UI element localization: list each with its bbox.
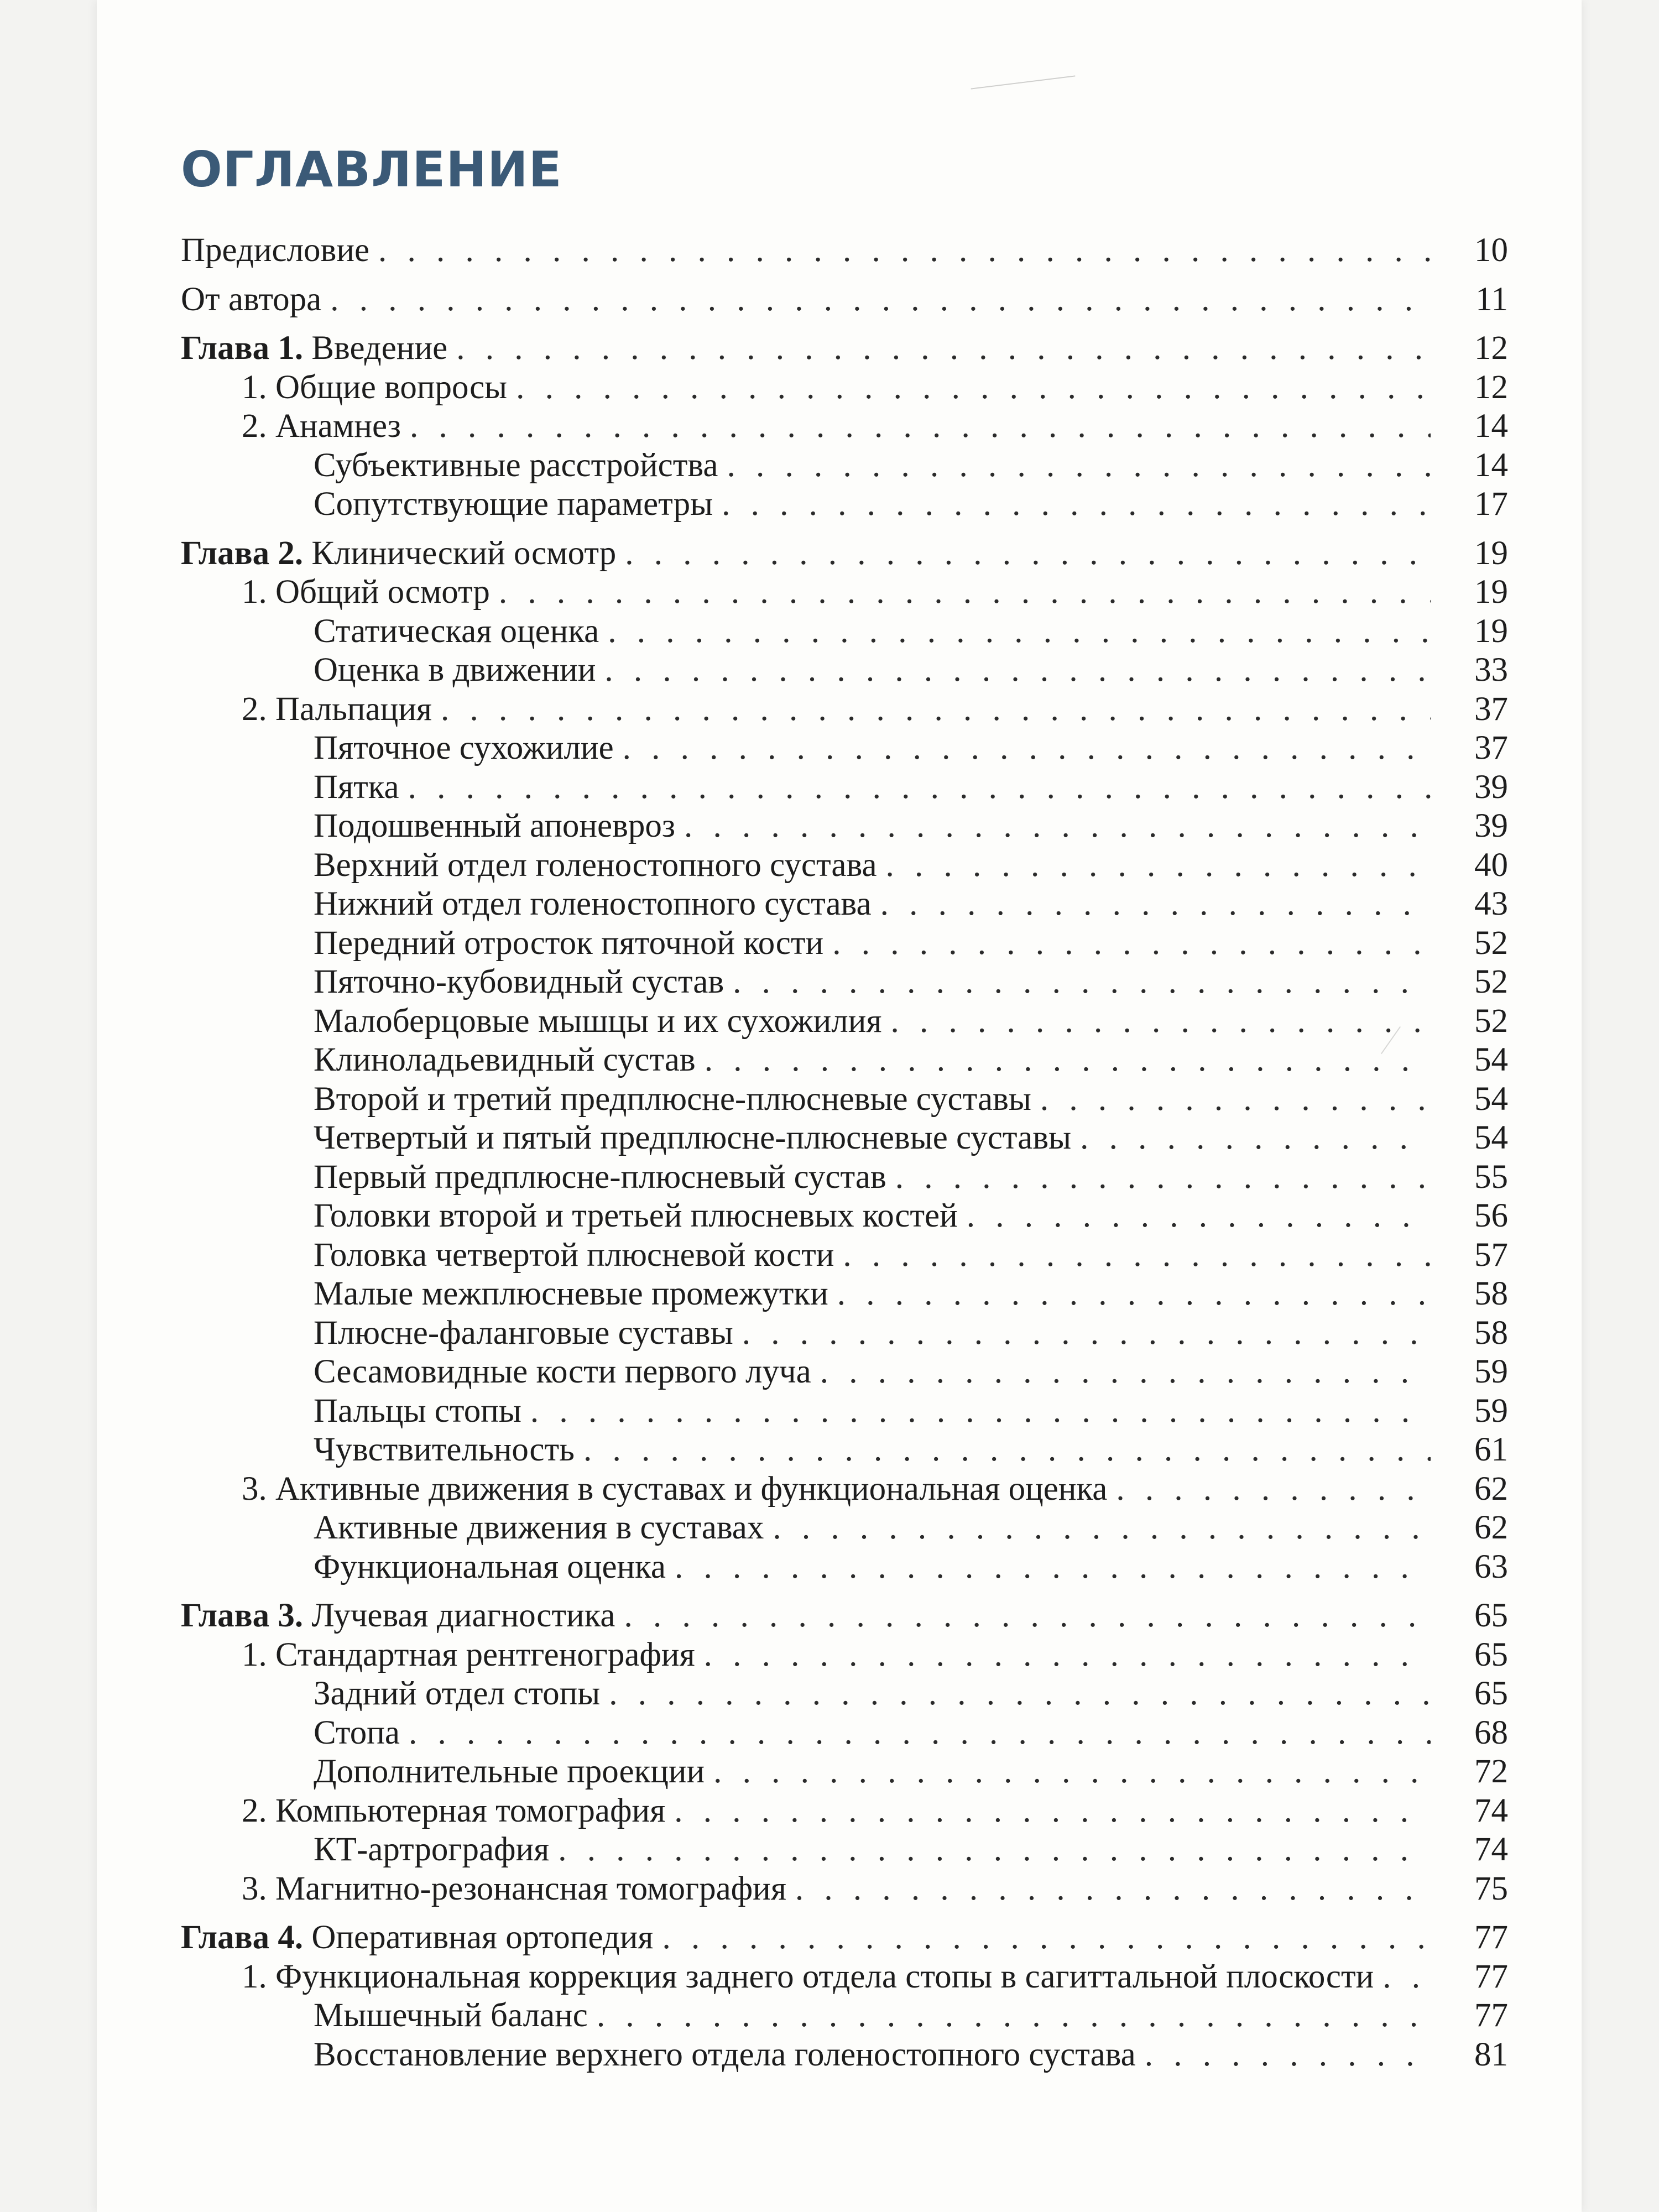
dot-leader [583, 1431, 1431, 1470]
toc-page-number: 52 [1474, 924, 1508, 962]
toc-section-entry[interactable] [181, 407, 1508, 446]
toc-entry-label: Первый предплюсне-плюсневый сустав [314, 1158, 886, 1196]
toc-subsection-entry[interactable] [181, 446, 1508, 486]
toc-entry-title [314, 1752, 713, 1792]
toc-entry-title [314, 1236, 843, 1275]
toc-entry-title [314, 1080, 1040, 1119]
toc-chapter-entry[interactable] [181, 1597, 1508, 1636]
toc-subsection-entry[interactable] [181, 1996, 1508, 2036]
toc-section-entry[interactable] [181, 1470, 1508, 1509]
toc-entry-label: Пяточно-кубовидный сустав [314, 963, 724, 1000]
chapter-number: Глава 1. [181, 330, 304, 367]
dot-leader [456, 329, 1431, 368]
dot-leader [713, 1752, 1431, 1792]
toc-entry-title [242, 368, 516, 408]
toc-entry-title [314, 1353, 820, 1392]
toc-chapter-entry[interactable] [181, 329, 1508, 368]
toc-entry-title [314, 1158, 895, 1197]
dot-leader [895, 1158, 1431, 1197]
dot-leader [609, 1674, 1431, 1714]
dot-leader [530, 1392, 1431, 1431]
toc-subsection-entry[interactable] [181, 651, 1508, 690]
toc-entry-title [314, 1041, 705, 1080]
toc-subsection-entry[interactable] [181, 729, 1508, 768]
dot-leader [499, 573, 1431, 612]
toc-subsection-entry[interactable] [181, 1236, 1508, 1275]
toc-entry-label: Пятка [314, 768, 399, 806]
toc-entry-label: Малые межплюсневые промежутки [314, 1275, 828, 1312]
toc-entry-label: Статическая оценка [314, 612, 599, 650]
toc-entry-label: Сопутствующие параметры [314, 486, 713, 523]
toc-entry-label: 2. Компьютерная томография [242, 1792, 666, 1829]
toc-page-number: 19 [1474, 534, 1508, 572]
toc-page-number: 77 [1474, 1958, 1508, 1995]
toc-entry-title [314, 485, 722, 524]
toc-subsection-entry[interactable] [181, 1002, 1508, 1041]
toc-entry-title [314, 963, 733, 1002]
dot-leader [727, 446, 1431, 486]
toc-entry-title [242, 1636, 704, 1675]
toc-entry-title [181, 1918, 662, 1958]
toc-entry-label: Задний отдел стопы [314, 1675, 601, 1712]
toc-entry-label: 3. Магнитно-резонансная томография [242, 1870, 786, 1907]
toc-entry-title [314, 1548, 675, 1587]
toc-page-number: 77 [1474, 1997, 1508, 2034]
toc-page-number: 74 [1474, 1792, 1508, 1829]
toc-entry-title [314, 846, 886, 885]
toc-entry-title [314, 1996, 597, 2036]
toc-page-number: 17 [1474, 486, 1508, 523]
toc-entry-title [242, 1470, 1116, 1509]
dot-leader [832, 924, 1431, 963]
toc-entry-label: Передний отросток пяточной кости [314, 924, 824, 962]
toc-subsection-entry[interactable] [181, 1197, 1508, 1236]
toc-entry-label: Головки второй и третьей плюсневых костей [314, 1197, 958, 1234]
toc-page-number: 72 [1474, 1753, 1508, 1790]
dot-leader [1383, 1958, 1431, 1997]
toc-entry-title [314, 885, 880, 924]
toc-entry-label: Нижний отдел голеностопного сустава [314, 885, 872, 922]
dot-leader [704, 1636, 1431, 1675]
dot-leader [773, 1509, 1431, 1548]
toc-page-number: 37 [1474, 690, 1508, 728]
toc-chapter-entry[interactable] [181, 1918, 1508, 1958]
toc-entry-title [314, 651, 604, 690]
toc-page-number: 56 [1474, 1197, 1508, 1234]
toc-page-number: 61 [1474, 1431, 1508, 1468]
toc-entry-label: Второй и третий предплюсне-плюсневые суставы [314, 1080, 1031, 1118]
toc-entry-label: 3. Активные движения в суставах и функциональная оценка [242, 1470, 1108, 1507]
paper-scratch-mark [971, 75, 1076, 89]
toc-section-entry[interactable] [181, 1870, 1508, 1909]
toc-subsection-entry[interactable] [181, 1431, 1508, 1470]
toc-entry-title [181, 329, 456, 368]
toc-entry-label: Клинический осмотр [311, 534, 617, 572]
toc-entry-title [314, 1275, 837, 1314]
toc-entry-title [242, 407, 410, 446]
toc-entry-title [314, 807, 684, 846]
dot-leader [722, 485, 1431, 524]
toc-entry-label: 1. Стандартная рентгенография [242, 1636, 695, 1673]
toc-entry-label: 2. Анамнез [242, 408, 401, 445]
dot-leader [408, 768, 1431, 807]
toc-page-number: 65 [1474, 1597, 1508, 1634]
toc-subsection-entry[interactable] [181, 807, 1508, 846]
dot-leader [608, 612, 1431, 651]
dot-leader [684, 807, 1431, 846]
dot-leader [967, 1197, 1431, 1236]
toc-entry-label: Стопа [314, 1714, 400, 1751]
toc-subsection-entry[interactable] [181, 1275, 1508, 1314]
dot-leader [733, 963, 1431, 1002]
toc-page-number: 10 [1474, 232, 1508, 269]
toc-section-entry[interactable] [181, 1636, 1508, 1675]
toc-subsection-entry[interactable] [181, 963, 1508, 1002]
dot-leader [623, 729, 1431, 768]
toc-page-number: 39 [1474, 807, 1508, 844]
chapter-number: Глава 2. [181, 534, 304, 572]
toc-subsection-entry[interactable] [181, 2036, 1508, 2075]
toc-entry-title [314, 924, 832, 963]
toc-section-entry[interactable] [181, 368, 1508, 408]
toc-entry-label: 2. Пальпация [242, 690, 432, 728]
dot-leader [604, 651, 1431, 690]
toc-subsection-entry[interactable] [181, 1674, 1508, 1714]
page-title: ОГЛАВЛЕНИЕ [181, 141, 562, 198]
toc-entry-label: Пяточное сухожилие [314, 729, 614, 766]
toc-entry-title [314, 446, 727, 486]
toc-entry-label: Лучевая диагностика [311, 1597, 615, 1634]
toc-entry-title [314, 729, 623, 768]
dot-leader [597, 1996, 1431, 2036]
toc-page-number: 12 [1474, 330, 1508, 367]
toc-entry-label: Сесамовидные кости первого луча [314, 1353, 811, 1390]
toc-subsection-entry[interactable] [181, 1080, 1508, 1119]
dot-leader [890, 1002, 1431, 1041]
toc-page-number: 63 [1474, 1548, 1508, 1585]
toc-entry-title [181, 1597, 624, 1636]
toc-page-number: 19 [1474, 573, 1508, 611]
dot-leader [1040, 1080, 1431, 1119]
toc-entry-label: КТ-артрография [314, 1831, 550, 1868]
toc-entry-title [181, 231, 378, 270]
toc-entry-label: Оценка в движении [314, 651, 596, 688]
toc-subsection-entry[interactable] [181, 1353, 1508, 1392]
dot-leader [558, 1830, 1431, 1870]
toc-entry-label: Субъективные расстройства [314, 446, 718, 484]
toc-page-number: 59 [1474, 1392, 1508, 1430]
toc-entry-label: Пальцы стопы [314, 1392, 521, 1430]
toc-entry-label: Мышечный баланс [314, 1997, 588, 2034]
toc-page-number: 14 [1474, 408, 1508, 445]
dot-leader [330, 280, 1431, 320]
toc-entry-title [242, 1870, 795, 1909]
toc-entry-title [242, 1958, 1383, 1997]
toc-page-number: 75 [1474, 1870, 1508, 1907]
toc-entry-title [242, 573, 499, 612]
toc-entry-title [314, 1509, 773, 1548]
toc-page-number: 81 [1474, 2036, 1508, 2073]
toc-page-number: 19 [1474, 612, 1508, 650]
toc-entry-label: Оперативная ортопедия [311, 1919, 654, 1956]
toc-entry-label: Верхний отдел голеностопного сустава [314, 846, 877, 884]
dot-leader [378, 231, 1431, 270]
toc-page-number: 55 [1474, 1158, 1508, 1196]
toc-entry-label: Клиноладьевидный сустав [314, 1041, 696, 1078]
dot-leader [1145, 2036, 1431, 2075]
toc-entry-title [314, 1674, 609, 1714]
toc-page-number: 33 [1474, 651, 1508, 688]
toc-entry-title [314, 1002, 890, 1041]
toc-entry-label: Головка четвертой плюсневой кости [314, 1236, 834, 1274]
toc-page-number: 59 [1474, 1353, 1508, 1390]
toc-section-entry[interactable] [181, 690, 1508, 729]
toc-entry-label: Четвертый и пятый предплюсне-плюсневые суставы [314, 1119, 1072, 1156]
toc-subsection-entry[interactable] [181, 612, 1508, 651]
toc-entry-label: Восстановление верхнего отдела голеностопного сустава [314, 2036, 1136, 2073]
dot-leader [820, 1353, 1431, 1392]
dot-leader [705, 1041, 1431, 1080]
dot-leader [409, 1714, 1431, 1753]
dot-leader [837, 1275, 1431, 1314]
toc-entry-title [181, 280, 330, 320]
dot-leader [674, 1792, 1431, 1831]
toc-entry-title [314, 2036, 1145, 2075]
toc-entry-title [314, 1119, 1080, 1158]
toc-subsection-entry[interactable] [181, 924, 1508, 963]
toc-chapter-entry[interactable] [181, 280, 1508, 320]
toc-page-number: 57 [1474, 1236, 1508, 1274]
toc-page-number: 58 [1474, 1275, 1508, 1312]
toc-page-number: 54 [1474, 1080, 1508, 1118]
toc-page-number: 39 [1474, 768, 1508, 806]
toc-subsection-entry[interactable] [181, 485, 1508, 524]
toc-page-number: 54 [1474, 1119, 1508, 1156]
toc-page-number: 62 [1474, 1470, 1508, 1507]
dot-leader [516, 368, 1431, 408]
dot-leader [662, 1918, 1431, 1958]
toc-subsection-entry[interactable] [181, 1714, 1508, 1753]
toc-section-entry[interactable] [181, 573, 1508, 612]
toc-entry-label: Дополнительные проекции [314, 1753, 705, 1790]
toc-entry-title [314, 1431, 583, 1470]
dot-leader [886, 846, 1431, 885]
toc-entry-label: Введение [311, 330, 448, 367]
dot-leader [625, 534, 1431, 573]
toc-entry-title [314, 1714, 409, 1753]
toc-page-number: 74 [1474, 1831, 1508, 1868]
toc-subsection-entry[interactable] [181, 1119, 1508, 1158]
toc-page-number: 77 [1474, 1919, 1508, 1956]
toc-subsection-entry[interactable] [181, 1752, 1508, 1792]
chapter-number: Глава 4. [181, 1919, 304, 1956]
toc-entry-title [314, 1197, 967, 1236]
toc-entry-title [181, 534, 625, 573]
toc-subsection-entry[interactable] [181, 846, 1508, 885]
toc-page-number: 62 [1474, 1509, 1508, 1546]
dot-leader [1116, 1470, 1431, 1509]
dot-leader [1080, 1119, 1431, 1158]
toc-entry-title [242, 690, 441, 729]
toc-subsection-entry[interactable] [181, 1509, 1508, 1548]
dot-leader [624, 1597, 1431, 1636]
toc-entry-title [242, 1792, 674, 1831]
dot-leader [843, 1236, 1431, 1275]
toc-subsection-entry[interactable] [181, 1314, 1508, 1353]
toc-entry-title [314, 1830, 558, 1870]
toc-chapter-entry[interactable] [181, 231, 1508, 270]
toc-subsection-entry[interactable] [181, 885, 1508, 924]
toc-page-number: 65 [1474, 1675, 1508, 1712]
toc-subsection-entry[interactable] [181, 1158, 1508, 1197]
dot-leader [880, 885, 1431, 924]
toc-entry-title [314, 1392, 530, 1431]
toc-subsection-entry[interactable] [181, 1548, 1508, 1587]
toc-page-number: 52 [1474, 963, 1508, 1000]
toc-page-number: 54 [1474, 1041, 1508, 1078]
toc-entry-label: Чувствительность [314, 1431, 575, 1468]
toc-page-number: 14 [1474, 446, 1508, 484]
toc-section-entry[interactable] [181, 1958, 1508, 1997]
toc-entry-label: 1. Функциональная коррекция заднего отдела стопы в сагиттальной плоскости [242, 1958, 1374, 1995]
toc-entry-label: От автора [181, 280, 322, 318]
toc-entry-label: 1. Общий осмотр [242, 573, 490, 611]
toc-entry-label: Плюсне-фаланговые суставы [314, 1314, 733, 1352]
toc-page-number: 12 [1474, 368, 1508, 406]
toc-page-number: 58 [1474, 1314, 1508, 1352]
toc-page-number: 11 [1475, 280, 1508, 318]
toc-section-entry[interactable] [181, 1792, 1508, 1831]
toc-page-number: 52 [1474, 1002, 1508, 1040]
toc-page-number: 43 [1474, 885, 1508, 922]
dot-leader [742, 1314, 1431, 1353]
toc-subsection-entry[interactable] [181, 1830, 1508, 1870]
toc-page-number: 68 [1474, 1714, 1508, 1751]
toc-subsection-entry[interactable] [181, 768, 1508, 807]
toc-entry-label: 1. Общие вопросы [242, 368, 508, 406]
toc-entry-label: Активные движения в суставах [314, 1509, 764, 1546]
table-of-contents [181, 231, 1508, 2074]
toc-page-number: 65 [1474, 1636, 1508, 1673]
toc-entry-title [314, 1314, 742, 1353]
dot-leader [675, 1548, 1431, 1587]
toc-entry-label: Функциональная оценка [314, 1548, 666, 1585]
toc-entry-label: Предисловие [181, 232, 370, 269]
dot-leader [441, 690, 1431, 729]
toc-page-number: 37 [1474, 729, 1508, 766]
toc-entry-label: Малоберцовые мышцы и их сухожилия [314, 1002, 882, 1040]
toc-chapter-entry[interactable] [181, 534, 1508, 573]
toc-entry-title [314, 768, 408, 807]
toc-entry-title [314, 612, 608, 651]
toc-page-number: 40 [1474, 846, 1508, 884]
dot-leader [795, 1870, 1431, 1909]
chapter-number: Глава 3. [181, 1597, 304, 1634]
dot-leader [410, 407, 1431, 446]
toc-subsection-entry[interactable] [181, 1392, 1508, 1431]
toc-subsection-entry[interactable] [181, 1041, 1508, 1080]
toc-entry-label: Подошвенный апоневроз [314, 807, 676, 844]
